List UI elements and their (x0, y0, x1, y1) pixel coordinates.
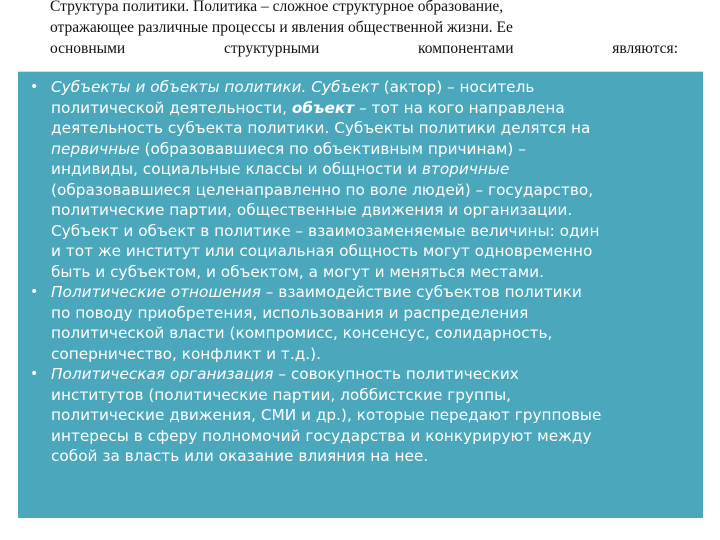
text-line: (образовавшиеся целенаправленно по воле людей) – государство, (51, 180, 594, 199)
intro-line-2: отражающее различные процессы и явления общественной жизни. Ее (50, 19, 513, 36)
intro-word: структурными (223, 40, 320, 57)
text-line: политические движения, СМИ и др.), которые передают групповые (51, 406, 602, 424)
text-line: первичные (образовавшиеся по объективным причинам) – (51, 139, 526, 158)
text-line: Политическая организация – совокупность политических (51, 365, 519, 383)
text-line: политической власти (компромисс, консенсус, солидарность, (51, 324, 553, 342)
list-item (30, 77, 695, 282)
term-organization: Политическая организация (51, 365, 274, 383)
text-line: деятельность субъекта политики. Субъекты политики делятся на (51, 119, 591, 137)
intro-word: компонентами (418, 40, 514, 57)
text-line: соперничество, конфликт и т.д.). (51, 344, 321, 363)
bullet-icon: • (30, 79, 39, 95)
intro-word: являются: (612, 40, 678, 57)
list-item (30, 282, 695, 364)
text-line: индивиды, социальные классы и общности и вторичные (51, 160, 510, 178)
text-line: институтов (политические партии, лоббистские группы, (51, 385, 512, 404)
intro-line-1: Структура политики. Политика – сложное структурное образование, (50, 0, 504, 15)
bullet-icon: • (30, 284, 39, 300)
list-item (30, 364, 695, 467)
text-line: по поводу приобретения, использования и распределения (51, 303, 529, 322)
text-line: Субъекты и объекты политики. Субъект (актор) – носитель (51, 78, 535, 96)
text-line: политической деятельности, объект – тот на кого направлена (51, 98, 565, 117)
bullet-icon: • (30, 366, 39, 382)
text-line: собой за власть или оказание влияния на нее. (51, 447, 429, 465)
term-subjects: Субъекты и объекты политики. (51, 78, 307, 96)
text-line: Субъект и объект в политике – взаимозаменяемые величины: один (51, 221, 600, 240)
term-relations: Политические отношения (51, 283, 261, 301)
text-line: Политические отношения – взаимодействие субъектов политики (51, 283, 582, 301)
intro-paragraph (50, 0, 678, 64)
text-line: и тот же институт или социальная общность могут одновременно (51, 242, 593, 260)
text-line: интересы в сферу полномочий государства и конкурируют между (51, 426, 592, 445)
intro-line-3 (50, 38, 678, 59)
text-line: политические партии, общественные движения и организации. (51, 201, 573, 219)
text-line: быть и субъектом, и объектом, а могут и меняться местами. (51, 262, 544, 281)
bullet-list (30, 77, 695, 467)
intro-word: основными (50, 40, 126, 57)
